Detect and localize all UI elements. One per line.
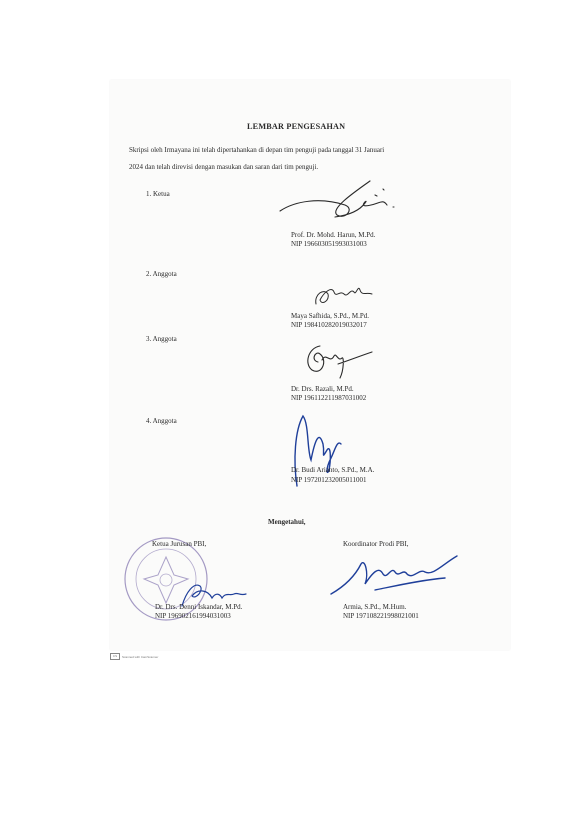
examiner-3-nip: NIP 196112211987031002 <box>291 394 367 402</box>
head-of-department-role: Ketua Jurusan PBI, <box>152 540 207 548</box>
coordinator-name: Armia, S.Pd., M.Hum. <box>343 603 407 611</box>
examiner-4-nip: NIP 197201232005011001 <box>291 476 367 484</box>
acknowledged-label: Mengetahui, <box>268 518 306 526</box>
head-of-department-nip: NIP 196902161994031003 <box>155 612 231 620</box>
examiner-4-role: 4. Anggota <box>146 417 177 425</box>
paragraph-line-1: Skripsi oleh Irmayana ini telah dipertahankan di depan tim penguji pada tanggal 31 Januari <box>129 146 385 154</box>
scanner-footer <box>110 653 158 660</box>
approval-paragraph <box>129 142 459 176</box>
examiner-2-nip: NIP 198410282019032017 <box>291 321 367 329</box>
signature-coordinator <box>325 550 465 600</box>
signature-examiner-2 <box>310 280 380 312</box>
scanner-text: Scanned with CamScanner <box>122 654 159 659</box>
examiner-1-role: 1. Ketua <box>146 190 170 198</box>
signature-examiner-1 <box>275 175 405 225</box>
coordinator-role: Koordinator Prodi PBI, <box>343 540 409 548</box>
examiner-3-role: 3. Anggota <box>146 335 177 343</box>
examiner-1-name: Prof. Dr. Mohd. Harun, M.Pd. <box>291 231 376 239</box>
examiner-2-role: 2. Anggota <box>146 270 177 278</box>
examiner-1-nip: NIP 196603051993031003 <box>291 240 367 248</box>
examiner-3-name: Dr. Drs. Razali, M.Pd. <box>291 385 354 393</box>
examiner-4-name: Dr. Budi Arianto, S.Pd., M.A. <box>291 466 375 474</box>
signature-examiner-3 <box>300 340 375 385</box>
document-title: LEMBAR PENGESAHAN <box>247 122 346 131</box>
coordinator-nip: NIP 197108221998021001 <box>343 612 419 620</box>
paragraph-line-2: 2024 dan telah direvisi dengan masukan dan saran dari tim penguji. <box>129 163 319 171</box>
camscanner-icon: CS <box>110 653 120 660</box>
head-of-department-name: Dr. Drs. Denni Iskandar, M.Pd. <box>155 603 243 611</box>
examiner-2-name: Maya Safhida, S.Pd., M.Pd. <box>291 312 369 320</box>
